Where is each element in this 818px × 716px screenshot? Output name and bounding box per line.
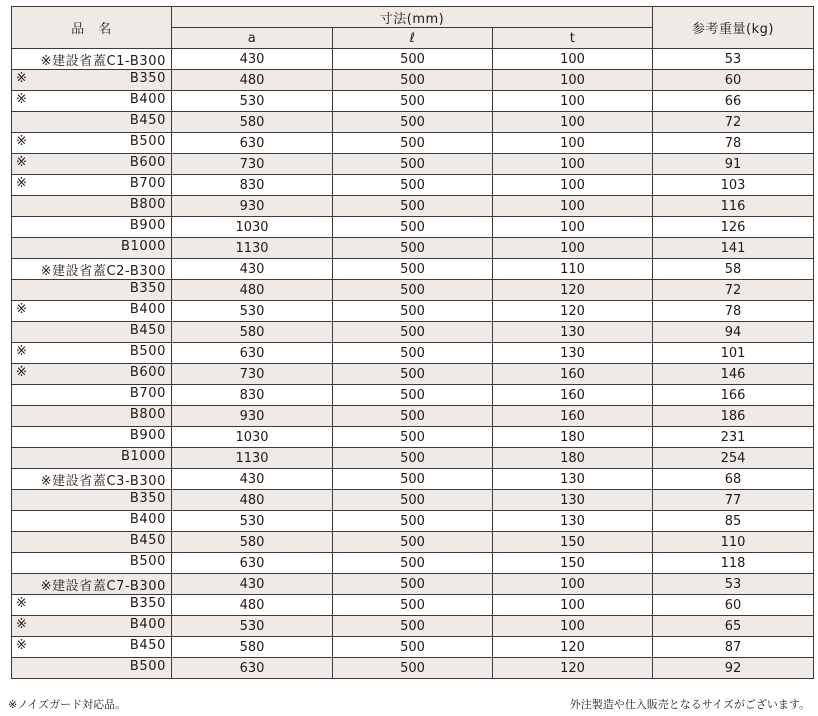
cell-l: 500 bbox=[333, 385, 493, 406]
noise-guard-mark: ※ bbox=[16, 302, 27, 317]
product-name-label: B700 bbox=[129, 386, 166, 401]
cell-a: 530 bbox=[172, 301, 333, 322]
cell-weight: 53 bbox=[653, 49, 814, 70]
table-row bbox=[12, 133, 814, 154]
table-row bbox=[12, 469, 814, 490]
noise-guard-mark: ※ bbox=[16, 155, 27, 170]
cell-t: 100 bbox=[493, 112, 653, 133]
table-row bbox=[12, 49, 814, 70]
product-name-label: B1000 bbox=[120, 239, 166, 254]
cell-a: 630 bbox=[172, 133, 333, 154]
noise-guard-mark: ※ bbox=[16, 596, 27, 611]
cell-product-name bbox=[12, 259, 172, 280]
cell-product-name bbox=[12, 238, 172, 259]
cell-l: 500 bbox=[333, 574, 493, 595]
cell-weight: 146 bbox=[653, 364, 814, 385]
cell-product-name bbox=[12, 532, 172, 553]
cell-weight: 231 bbox=[653, 427, 814, 448]
product-name-label: B500 bbox=[129, 344, 166, 359]
cell-weight: 60 bbox=[653, 595, 814, 616]
cell-product-name bbox=[12, 91, 172, 112]
cell-product-name bbox=[12, 343, 172, 364]
cell-t: 100 bbox=[493, 91, 653, 112]
cell-a: 630 bbox=[172, 658, 333, 679]
cell-a: 580 bbox=[172, 322, 333, 343]
cell-t: 100 bbox=[493, 196, 653, 217]
footnote-noise-guard: ※ノイズガード対応品。 bbox=[8, 698, 127, 711]
cell-weight: 65 bbox=[653, 616, 814, 637]
cell-weight: 53 bbox=[653, 574, 814, 595]
header-weight: 参考重量(kg) bbox=[653, 7, 814, 49]
cell-l: 500 bbox=[333, 343, 493, 364]
cell-weight: 103 bbox=[653, 175, 814, 196]
table-body bbox=[12, 49, 814, 679]
footnote-sourcing: 外注製造や仕入販売となるサイズがございます。 bbox=[569, 698, 810, 711]
table-row bbox=[12, 385, 814, 406]
product-name-label: B600 bbox=[129, 155, 166, 170]
table-row bbox=[12, 490, 814, 511]
cell-l: 500 bbox=[333, 70, 493, 91]
cell-product-name bbox=[12, 322, 172, 343]
cell-l: 500 bbox=[333, 217, 493, 238]
cell-l: 500 bbox=[333, 259, 493, 280]
cell-weight: 72 bbox=[653, 280, 814, 301]
cell-l: 500 bbox=[333, 637, 493, 658]
table-row bbox=[12, 259, 814, 280]
cell-l: 500 bbox=[333, 658, 493, 679]
cell-t: 180 bbox=[493, 448, 653, 469]
header-t: t bbox=[493, 28, 653, 49]
cell-t: 150 bbox=[493, 553, 653, 574]
cell-product-name bbox=[12, 448, 172, 469]
cell-weight: 68 bbox=[653, 469, 814, 490]
table-row bbox=[12, 238, 814, 259]
product-name-label: B450 bbox=[129, 113, 166, 128]
table-row bbox=[12, 511, 814, 532]
cell-product-name bbox=[12, 133, 172, 154]
cell-l: 500 bbox=[333, 133, 493, 154]
cell-t: 150 bbox=[493, 532, 653, 553]
cell-t: 160 bbox=[493, 364, 653, 385]
cell-product-name bbox=[12, 616, 172, 637]
cell-a: 430 bbox=[172, 49, 333, 70]
cell-a: 930 bbox=[172, 406, 333, 427]
cell-t: 120 bbox=[493, 301, 653, 322]
cell-weight: 94 bbox=[653, 322, 814, 343]
cell-product-name bbox=[12, 49, 172, 70]
cell-t: 100 bbox=[493, 154, 653, 175]
product-name-label: B400 bbox=[129, 512, 166, 527]
product-name-label: B350 bbox=[129, 491, 166, 506]
cell-product-name bbox=[12, 511, 172, 532]
cell-a: 930 bbox=[172, 196, 333, 217]
cell-l: 500 bbox=[333, 364, 493, 385]
cell-a: 530 bbox=[172, 616, 333, 637]
cell-t: 130 bbox=[493, 490, 653, 511]
product-name-label: B1000 bbox=[120, 449, 166, 464]
cell-l: 500 bbox=[333, 91, 493, 112]
table-row bbox=[12, 175, 814, 196]
table-row bbox=[12, 574, 814, 595]
header-l: ℓ bbox=[333, 28, 493, 49]
cell-weight: 110 bbox=[653, 532, 814, 553]
cell-weight: 141 bbox=[653, 238, 814, 259]
product-name-label: B700 bbox=[129, 176, 166, 191]
cell-t: 100 bbox=[493, 616, 653, 637]
cell-product-name bbox=[12, 196, 172, 217]
cell-a: 730 bbox=[172, 154, 333, 175]
cell-t: 160 bbox=[493, 385, 653, 406]
cell-a: 480 bbox=[172, 70, 333, 91]
cell-product-name bbox=[12, 553, 172, 574]
cell-a: 1030 bbox=[172, 427, 333, 448]
product-name-label: ※建設省蓋C3-B300 bbox=[40, 474, 166, 489]
table-row bbox=[12, 364, 814, 385]
cell-weight: 60 bbox=[653, 70, 814, 91]
table-row bbox=[12, 196, 814, 217]
cell-t: 100 bbox=[493, 49, 653, 70]
cell-weight: 78 bbox=[653, 133, 814, 154]
product-name-label: B500 bbox=[129, 554, 166, 569]
noise-guard-mark: ※ bbox=[16, 71, 27, 86]
table-row bbox=[12, 658, 814, 679]
cell-product-name bbox=[12, 280, 172, 301]
table-row bbox=[12, 595, 814, 616]
cell-t: 100 bbox=[493, 595, 653, 616]
table-row bbox=[12, 322, 814, 343]
product-name-label: B500 bbox=[129, 659, 166, 674]
cell-t: 100 bbox=[493, 217, 653, 238]
cell-a: 480 bbox=[172, 280, 333, 301]
cell-product-name bbox=[12, 469, 172, 490]
cell-t: 130 bbox=[493, 322, 653, 343]
cell-product-name bbox=[12, 154, 172, 175]
cell-product-name bbox=[12, 595, 172, 616]
cell-t: 160 bbox=[493, 406, 653, 427]
table-row bbox=[12, 217, 814, 238]
cell-l: 500 bbox=[333, 238, 493, 259]
cell-weight: 85 bbox=[653, 511, 814, 532]
cell-l: 500 bbox=[333, 322, 493, 343]
header-a: a bbox=[172, 28, 333, 49]
noise-guard-mark: ※ bbox=[16, 638, 27, 653]
cell-t: 100 bbox=[493, 70, 653, 91]
noise-guard-mark: ※ bbox=[16, 92, 27, 107]
cell-weight: 91 bbox=[653, 154, 814, 175]
cell-product-name bbox=[12, 427, 172, 448]
product-name-label: B400 bbox=[129, 92, 166, 107]
product-name-label: ※建設省蓋C1-B300 bbox=[40, 54, 166, 69]
cell-product-name bbox=[12, 175, 172, 196]
cell-product-name bbox=[12, 112, 172, 133]
cell-l: 500 bbox=[333, 406, 493, 427]
cell-weight: 118 bbox=[653, 553, 814, 574]
cell-l: 500 bbox=[333, 112, 493, 133]
product-name-label: B400 bbox=[129, 617, 166, 632]
cell-l: 500 bbox=[333, 553, 493, 574]
cell-l: 500 bbox=[333, 301, 493, 322]
cell-a: 530 bbox=[172, 91, 333, 112]
cell-a: 480 bbox=[172, 595, 333, 616]
cell-product-name bbox=[12, 385, 172, 406]
product-name-label: B350 bbox=[129, 596, 166, 611]
product-name-label: B350 bbox=[129, 281, 166, 296]
cell-t: 130 bbox=[493, 469, 653, 490]
product-name-label: B450 bbox=[129, 323, 166, 338]
cell-l: 500 bbox=[333, 49, 493, 70]
cell-product-name bbox=[12, 70, 172, 91]
cell-t: 100 bbox=[493, 133, 653, 154]
cell-weight: 126 bbox=[653, 217, 814, 238]
cell-a: 730 bbox=[172, 364, 333, 385]
product-name-label: B400 bbox=[129, 302, 166, 317]
cell-weight: 87 bbox=[653, 637, 814, 658]
product-name-label: ※建設省蓋C2-B300 bbox=[40, 264, 166, 279]
cell-weight: 58 bbox=[653, 259, 814, 280]
table-row bbox=[12, 280, 814, 301]
cell-product-name bbox=[12, 364, 172, 385]
header-dimensions: 寸法(mm) bbox=[172, 7, 653, 28]
cell-t: 110 bbox=[493, 259, 653, 280]
cell-t: 180 bbox=[493, 427, 653, 448]
cell-product-name bbox=[12, 490, 172, 511]
cell-a: 1130 bbox=[172, 448, 333, 469]
cell-weight: 72 bbox=[653, 112, 814, 133]
cell-l: 500 bbox=[333, 595, 493, 616]
cell-a: 630 bbox=[172, 553, 333, 574]
cell-l: 500 bbox=[333, 427, 493, 448]
cell-weight: 92 bbox=[653, 658, 814, 679]
table-row bbox=[12, 154, 814, 175]
table-row bbox=[12, 427, 814, 448]
cell-t: 120 bbox=[493, 658, 653, 679]
cell-product-name bbox=[12, 637, 172, 658]
table-row bbox=[12, 448, 814, 469]
cell-weight: 66 bbox=[653, 91, 814, 112]
cell-weight: 101 bbox=[653, 343, 814, 364]
product-name-label: B500 bbox=[129, 134, 166, 149]
cell-t: 130 bbox=[493, 343, 653, 364]
product-name-label: B600 bbox=[129, 365, 166, 380]
cell-l: 500 bbox=[333, 154, 493, 175]
cell-l: 500 bbox=[333, 196, 493, 217]
product-name-label: B900 bbox=[129, 218, 166, 233]
cell-t: 120 bbox=[493, 637, 653, 658]
cell-t: 100 bbox=[493, 175, 653, 196]
noise-guard-mark: ※ bbox=[16, 134, 27, 149]
cell-l: 500 bbox=[333, 280, 493, 301]
cell-l: 500 bbox=[333, 616, 493, 637]
cell-weight: 77 bbox=[653, 490, 814, 511]
cell-weight: 78 bbox=[653, 301, 814, 322]
cell-weight: 186 bbox=[653, 406, 814, 427]
cell-a: 430 bbox=[172, 469, 333, 490]
cell-a: 1030 bbox=[172, 217, 333, 238]
cell-a: 830 bbox=[172, 175, 333, 196]
table-row bbox=[12, 406, 814, 427]
cell-a: 580 bbox=[172, 112, 333, 133]
cell-a: 830 bbox=[172, 385, 333, 406]
cell-product-name bbox=[12, 574, 172, 595]
cell-a: 430 bbox=[172, 574, 333, 595]
table-header bbox=[12, 7, 814, 49]
cell-a: 430 bbox=[172, 259, 333, 280]
cell-l: 500 bbox=[333, 511, 493, 532]
cell-l: 500 bbox=[333, 490, 493, 511]
cell-l: 500 bbox=[333, 532, 493, 553]
table-row bbox=[12, 91, 814, 112]
table-row bbox=[12, 301, 814, 322]
cell-t: 100 bbox=[493, 574, 653, 595]
product-name-label: B900 bbox=[129, 428, 166, 443]
product-name-label: B800 bbox=[129, 197, 166, 212]
cell-a: 580 bbox=[172, 637, 333, 658]
cell-product-name bbox=[12, 217, 172, 238]
spec-table bbox=[11, 6, 814, 679]
cell-l: 500 bbox=[333, 448, 493, 469]
table-row bbox=[12, 112, 814, 133]
cell-weight: 166 bbox=[653, 385, 814, 406]
cell-weight: 254 bbox=[653, 448, 814, 469]
cell-a: 630 bbox=[172, 343, 333, 364]
product-name-label: ※建設省蓋C7-B300 bbox=[40, 579, 166, 594]
table-row bbox=[12, 532, 814, 553]
table-row bbox=[12, 637, 814, 658]
table-row bbox=[12, 553, 814, 574]
cell-a: 530 bbox=[172, 511, 333, 532]
table-row bbox=[12, 616, 814, 637]
product-name-label: B450 bbox=[129, 533, 166, 548]
cell-a: 1130 bbox=[172, 238, 333, 259]
cell-product-name bbox=[12, 658, 172, 679]
cell-t: 100 bbox=[493, 238, 653, 259]
product-name-label: B450 bbox=[129, 638, 166, 653]
noise-guard-mark: ※ bbox=[16, 344, 27, 359]
product-name-label: B800 bbox=[129, 407, 166, 422]
cell-l: 500 bbox=[333, 175, 493, 196]
cell-t: 130 bbox=[493, 511, 653, 532]
cell-product-name bbox=[12, 406, 172, 427]
noise-guard-mark: ※ bbox=[16, 176, 27, 191]
cell-t: 120 bbox=[493, 280, 653, 301]
header-name: 品 名 bbox=[12, 7, 172, 49]
product-name-label: B350 bbox=[129, 71, 166, 86]
cell-product-name bbox=[12, 301, 172, 322]
cell-l: 500 bbox=[333, 469, 493, 490]
noise-guard-mark: ※ bbox=[16, 365, 27, 380]
noise-guard-mark: ※ bbox=[16, 617, 27, 632]
table-row bbox=[12, 70, 814, 91]
table-row bbox=[12, 343, 814, 364]
cell-a: 580 bbox=[172, 532, 333, 553]
cell-weight: 116 bbox=[653, 196, 814, 217]
cell-a: 480 bbox=[172, 490, 333, 511]
